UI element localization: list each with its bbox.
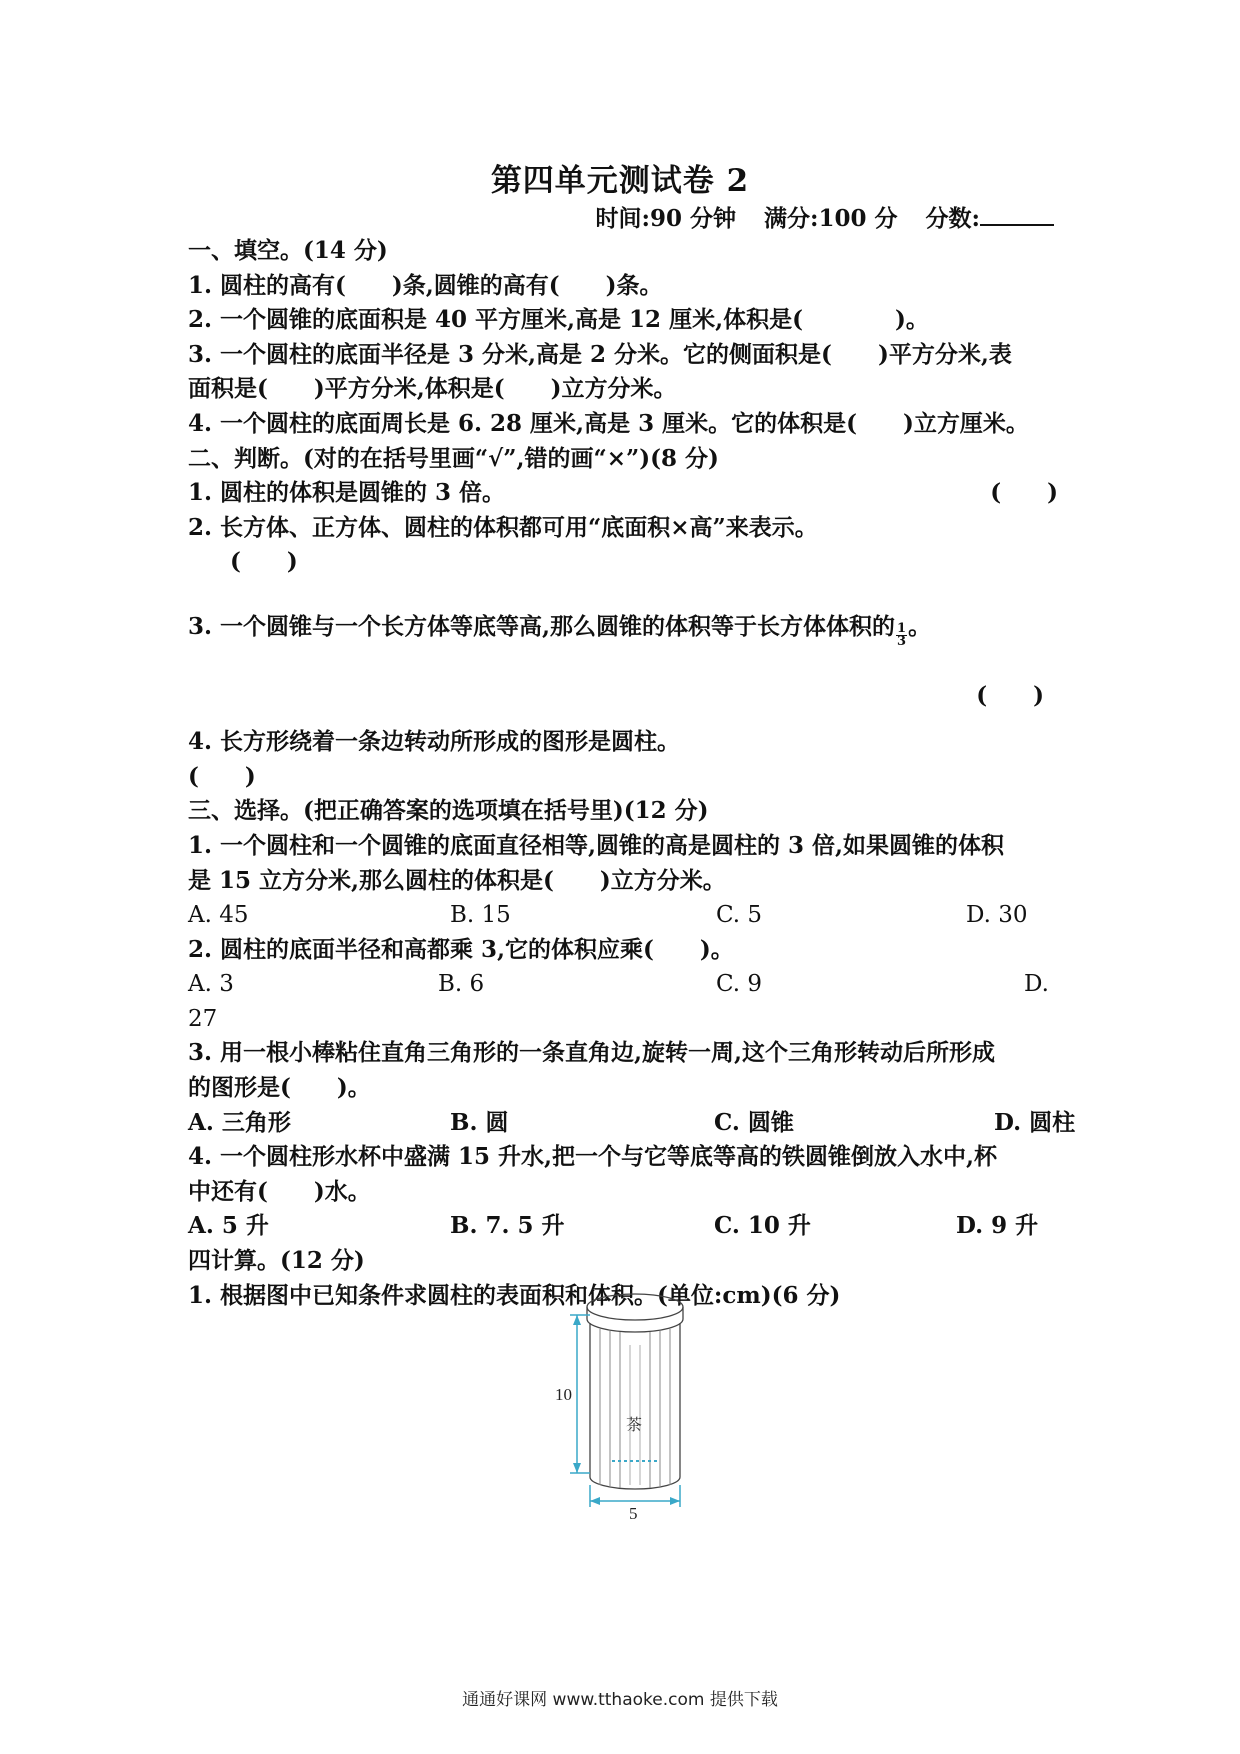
option-a: A. 45	[188, 902, 249, 929]
can-body-sides	[590, 1323, 680, 1477]
s3-question-1-options	[188, 898, 1058, 933]
can-stripes	[600, 1329, 670, 1488]
can-bottom-edge	[590, 1477, 680, 1489]
spacer	[188, 580, 1058, 610]
height-arrow-down	[573, 1463, 581, 1473]
section-1-heading: 一、填空。(14 分)	[188, 237, 388, 264]
option-c: C. 10 升	[714, 1212, 811, 1240]
s2-question-3	[188, 610, 1058, 649]
option-c: C. 圆锥	[714, 1108, 794, 1136]
one-third-fraction	[896, 620, 907, 649]
height-label: 10	[555, 1385, 572, 1404]
score-label: 分数:	[925, 205, 980, 232]
option-c: C. 5	[716, 902, 763, 929]
s2-question-4-answer-paren: ( )	[188, 762, 256, 790]
s2-question-1-row	[188, 476, 1058, 511]
section-2-heading: 二、判断。(对的在括号里画“√”,错的画“×”)(8 分)	[188, 444, 719, 472]
full-score: 满分:100 分	[763, 205, 898, 232]
s2-question-3-answer-paren: ( )	[976, 681, 1044, 709]
fraction-denominator: 3	[897, 633, 907, 649]
section-4-heading: 四计算。(12 分)	[188, 1247, 365, 1275]
option-a: A. 三角形	[188, 1108, 291, 1136]
s3-question-1-line-1: 1. 一个圆柱和一个圆锥的底面直径相等,圆锥的高是圆柱的 3 倍,如果圆锥的体积	[188, 831, 1005, 859]
s2-question-1: 1. 圆柱的体积是圆锥的 3 倍。	[188, 479, 506, 507]
option-c: C. 9	[716, 971, 763, 998]
s3-question-2-option-d-value: 27	[188, 1005, 218, 1032]
s4-question-1: 1. 根据图中已知条件求圆柱的表面积和体积。(单位:cm)(6 分)	[188, 1281, 841, 1309]
s2-question-2: 2. 长方体、正方体、圆柱的体积都可用“底面积×高”来表示。	[188, 513, 818, 541]
s2-question-3-end: 。	[908, 612, 932, 640]
s3-question-1-line-2: 是 15 立方分米,那么圆柱的体积是( )立方分米。	[188, 866, 726, 894]
s3-question-2-options	[188, 967, 1058, 1002]
score-blank	[980, 204, 1054, 226]
lid-side	[587, 1307, 683, 1319]
can-text: 茶	[626, 1415, 643, 1434]
option-b: B. 圆	[450, 1108, 509, 1136]
spacer	[188, 713, 1058, 725]
option-b: B. 15	[450, 902, 511, 929]
option-d: D. 圆柱	[994, 1108, 1076, 1136]
option-d: D.	[1024, 971, 1049, 998]
s3-question-2: 2. 圆柱的底面半径和高都乘 3,它的体积应乘( )。	[188, 935, 734, 963]
option-a: A. 5 升	[188, 1212, 269, 1240]
s1-question-1: 1. 圆柱的高有( )条,圆锥的高有( )条。	[188, 271, 663, 299]
option-b: B. 7. 5 升	[450, 1212, 565, 1240]
time-limit: 时间:90 分钟	[595, 205, 736, 232]
diameter-arrow-right	[670, 1497, 680, 1505]
s3-question-3-options	[188, 1106, 1076, 1141]
page-title: 第四单元测试卷 2	[490, 163, 750, 199]
s3-question-3-line-2: 的图形是( )。	[188, 1074, 371, 1102]
lid-top-ellipse	[587, 1294, 683, 1320]
s1-question-3-line-2: 面积是( )平方分米,体积是( )立方分米。	[188, 375, 677, 403]
cylinder-figure	[555, 1285, 710, 1523]
s2-question-3-answer-row	[188, 679, 1058, 714]
s1-question-3-line-1: 3. 一个圆柱的底面半径是 3 分米,高是 2 分米。它的侧面积是( )平方分米,表	[188, 340, 1012, 368]
option-d: D. 30	[966, 902, 1028, 929]
lid-bottom-edge	[587, 1319, 683, 1332]
s3-question-4-line-2: 中还有( )水。	[188, 1177, 371, 1205]
diameter-arrow-left	[590, 1497, 600, 1505]
exam-content	[188, 234, 1076, 1313]
s2-question-3-text: 3. 一个圆锥与一个长方体等底等高,那么圆锥的体积等于长方体体积的	[188, 612, 896, 640]
s2-question-1-answer-paren: ( )	[990, 479, 1058, 507]
diameter-label: 5	[629, 1504, 638, 1523]
exam-meta	[595, 200, 1054, 233]
s3-question-4-line-1: 4. 一个圆柱形水杯中盛满 15 升水,把一个与它等底等高的铁圆锥倒放入水中,杯	[188, 1143, 998, 1171]
fraction-numerator: 1	[897, 620, 907, 636]
height-arrow-up	[573, 1315, 581, 1325]
option-a: A. 3	[188, 971, 234, 998]
footer-credit: 通通好课网 www.tthaoke.com 提供下载	[462, 1690, 778, 1710]
s1-question-2: 2. 一个圆锥的底面积是 40 平方厘米,高是 12 厘米,体积是( )。	[188, 306, 929, 334]
s2-question-2-answer-paren: ( )	[230, 548, 298, 576]
option-b: B. 6	[438, 971, 485, 998]
s3-question-3-line-1: 3. 用一根小棒粘住直角三角形的一条直角边,旋转一周,这个三角形转动后所形成	[188, 1039, 996, 1067]
s2-question-4: 4. 长方形绕着一条边转动所形成的图形是圆柱。	[188, 728, 681, 756]
s1-question-4: 4. 一个圆柱的底面周长是 6. 28 厘米,高是 3 厘米。它的体积是( )立方厘米。	[188, 409, 1029, 437]
s3-question-4-options	[188, 1209, 1058, 1244]
score-field	[926, 200, 1055, 233]
spacer	[188, 645, 1058, 679]
section-3-heading: 三、选择。(把正确答案的选项填在括号里)(12 分)	[188, 797, 709, 825]
option-d: D. 9 升	[956, 1212, 1039, 1240]
